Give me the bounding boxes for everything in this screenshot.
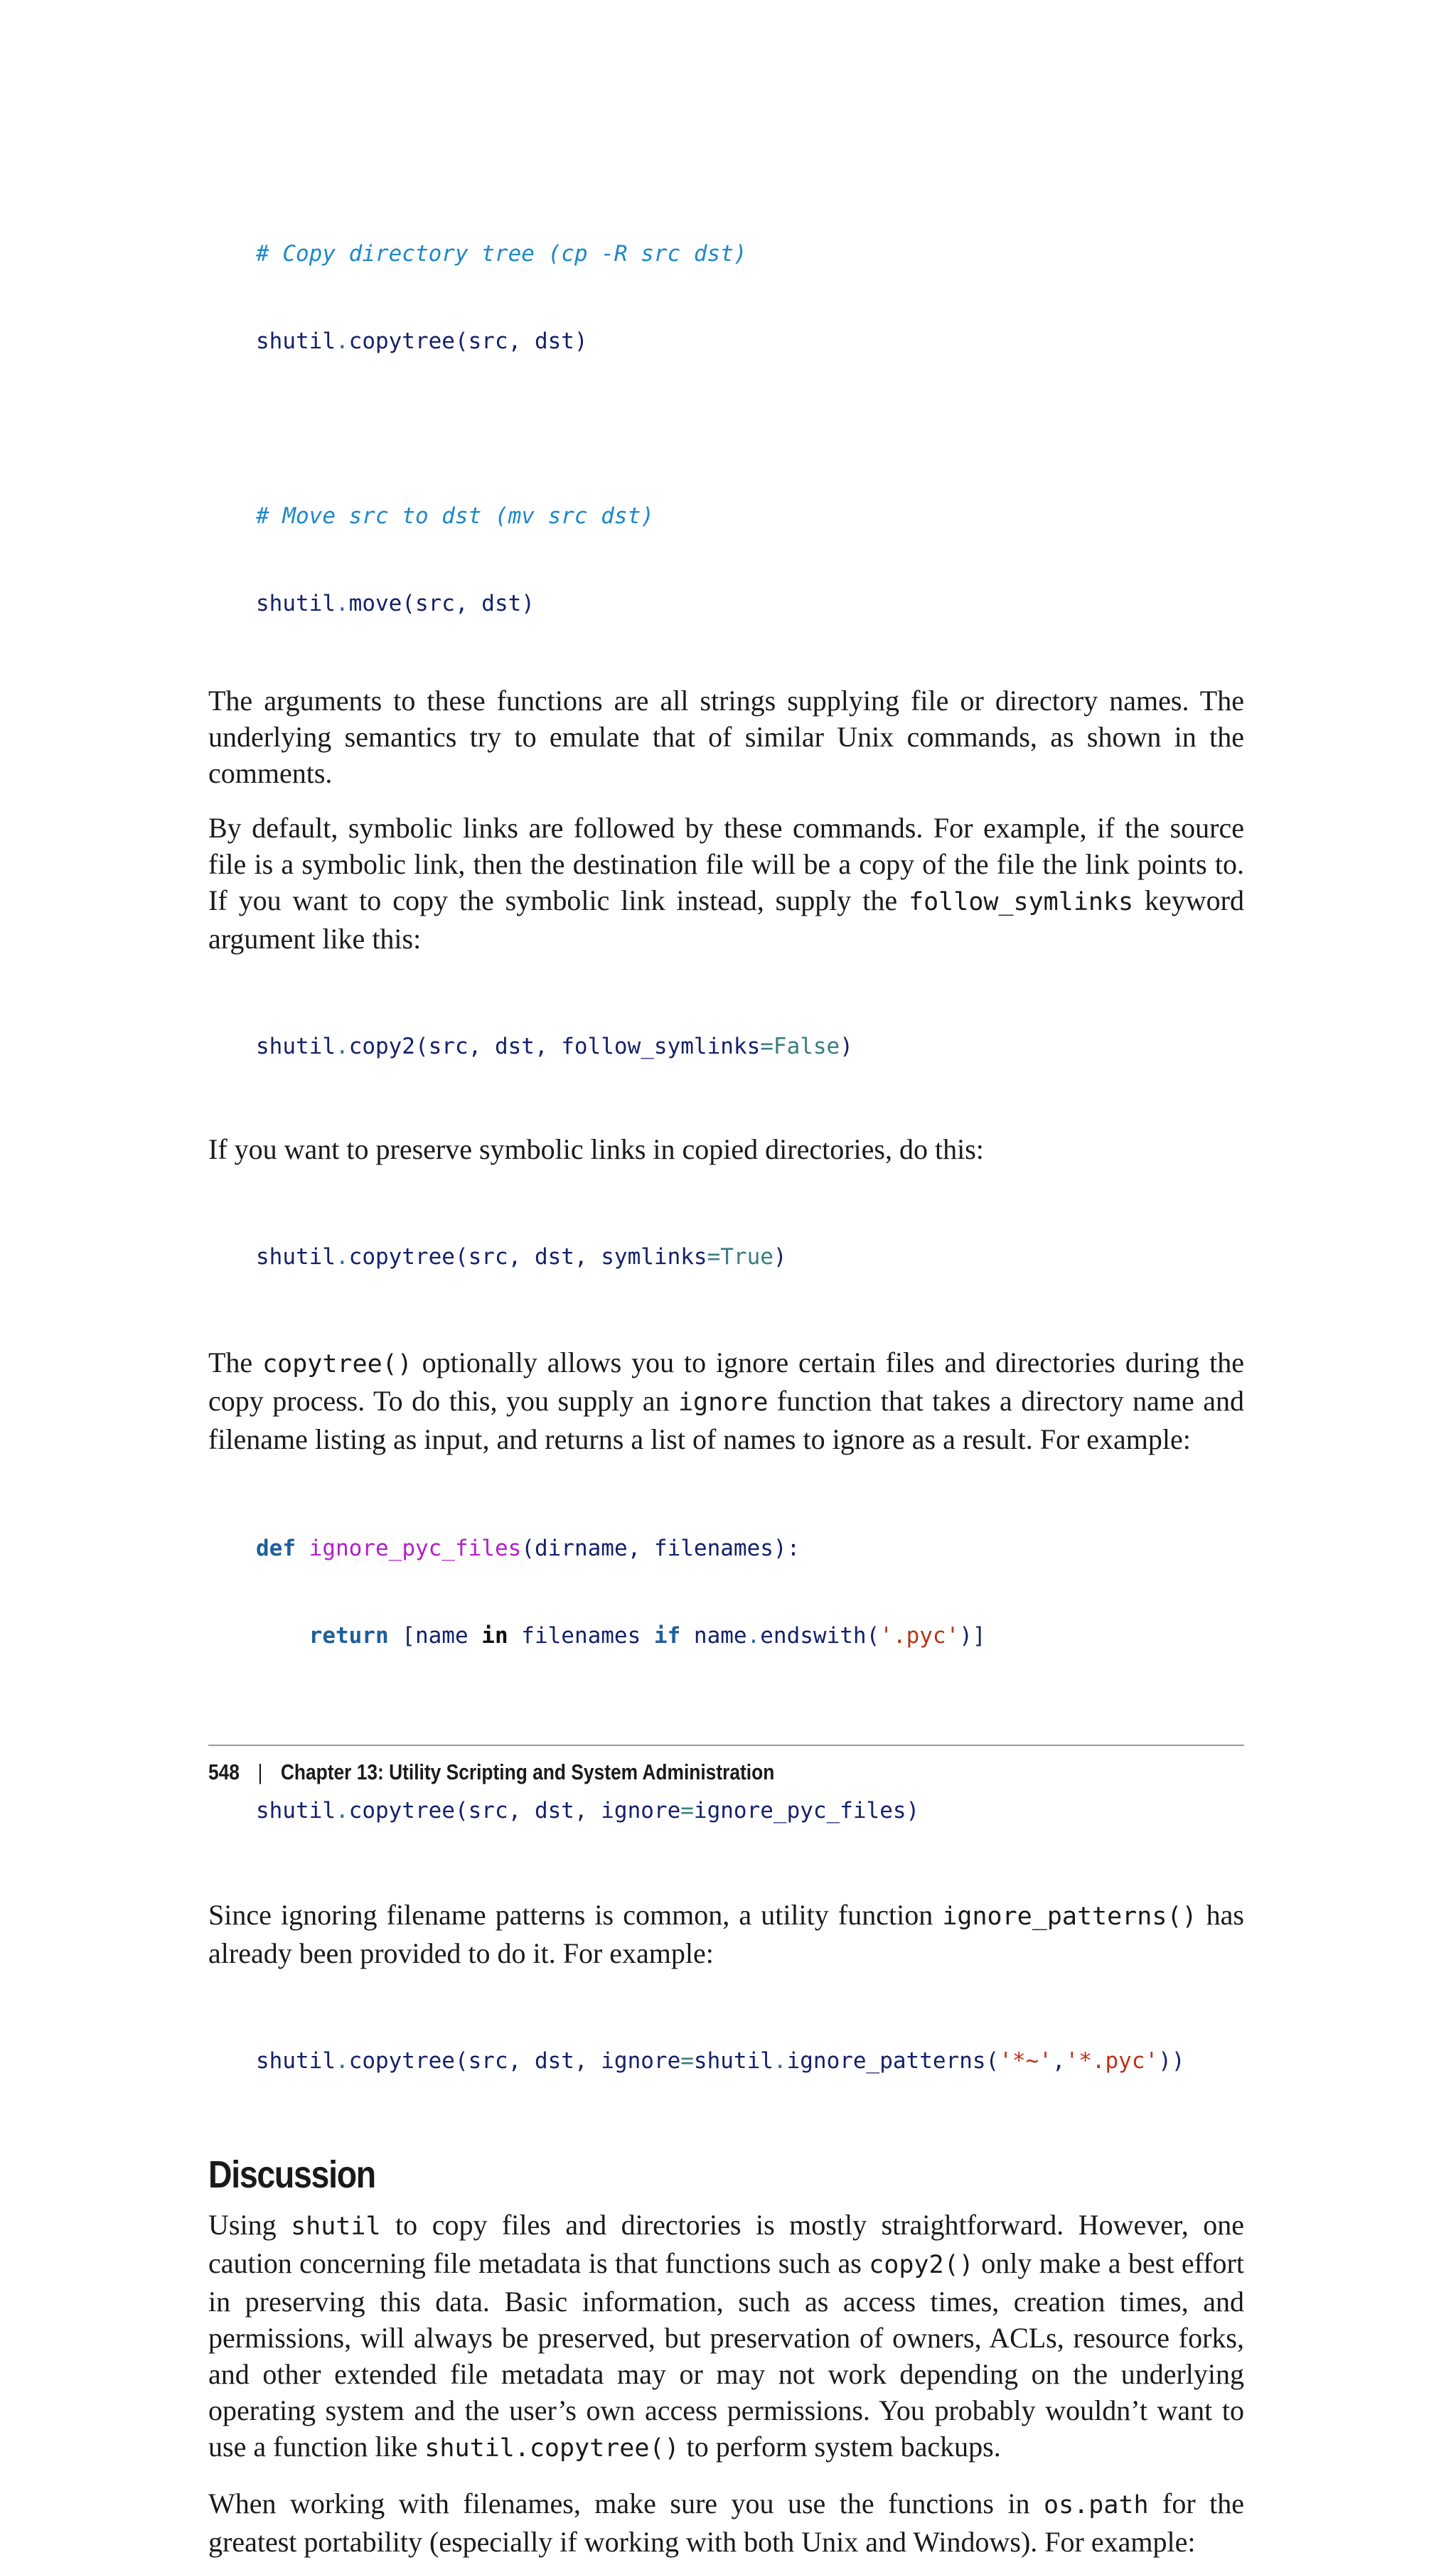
code-comment: # Copy directory tree (cp -R src dst)	[256, 241, 747, 267]
code-token: [name	[388, 1623, 482, 1649]
code-token: shutil	[256, 1244, 336, 1270]
inline-code: os.path	[1044, 2491, 1149, 2519]
text-run: function that takes a directory name and filename listing as input, and returns a list of names to ignore as a result. For example:	[208, 1385, 1244, 1455]
code-token: copytree(src, dst, symlinks	[348, 1244, 707, 1270]
paragraph-discussion	[208, 2207, 1244, 2467]
text-run: When working with filenames, make sure you use the functions in	[208, 2487, 1044, 2519]
code-block-copy-move	[256, 181, 1244, 677]
paragraph-arguments: The arguments to these functions are all strings supplying file or directory names. The underlying semantics try to emulate that of similar Unix commands, as shown in the comments.	[208, 685, 1244, 789]
text-run: only make a best effort in preserving this data. Basic information, such as access times, creation times, and permissions, will always be preserved, but preservation of owners, ACLs, resource forks, and other extended file metadata may or may not work depending on the underlying operating system and the user’s own access permissions. You probably wouldn’t want to use a function like	[208, 2247, 1244, 2463]
inline-code: ignore_patterns()	[942, 1902, 1197, 1931]
text-run: to perform system backups.	[679, 2431, 1001, 2463]
code-token: .	[335, 2048, 349, 2074]
code-token: .	[773, 2048, 787, 2074]
code-token: copy2(src, dst, follow_symlinks	[348, 1034, 761, 1059]
code-token: shutil	[256, 1034, 336, 1059]
code-token: .	[335, 328, 349, 354]
code-token: name	[680, 1623, 747, 1649]
inline-code: copytree()	[262, 1350, 412, 1378]
code-token: =	[760, 1034, 774, 1059]
code-token: .	[335, 1798, 349, 1823]
code-token: filenames	[508, 1623, 654, 1649]
code-token: shutil	[256, 328, 336, 354]
text-run: for the greatest portability (especially if working with both Unix and Windows). For example:	[208, 2487, 1244, 2558]
text-run: Using	[208, 2209, 291, 2241]
code-token: )]	[959, 1623, 986, 1649]
footer-rule	[208, 1745, 1244, 1746]
footer-separator: |	[257, 1760, 263, 1784]
code-function-name: ignore_pyc_files	[309, 1536, 522, 1561]
code-token: =	[680, 2048, 694, 2074]
code-token: .	[335, 1244, 349, 1270]
page-footer	[208, 1760, 774, 1785]
inline-code: shutil.copytree()	[424, 2434, 680, 2463]
inline-code: shutil	[291, 2212, 381, 2241]
code-token: shutil	[256, 2048, 336, 2074]
section-heading: Discussion	[208, 2153, 375, 2196]
code-token: shutil	[256, 591, 336, 616]
page-number: 548	[208, 1760, 240, 1784]
code-token: shutil	[693, 2048, 774, 2074]
paragraph-symlinks	[208, 810, 1244, 957]
code-string: '*~'	[999, 2048, 1052, 2074]
code-token: False	[773, 1034, 840, 1059]
code-token: )	[773, 1244, 787, 1270]
code-keyword: in	[481, 1623, 508, 1649]
paragraph-ignore	[208, 1344, 1244, 1457]
text-run: optionally allows you to ignore certain files and directories during the copy process. To do this, you supply an	[208, 1346, 1245, 1417]
code-token: ))	[1158, 2048, 1185, 2074]
code-token: (dirname, filenames):	[521, 1536, 801, 1561]
code-token: ,	[1051, 2048, 1066, 2074]
code-keyword: if	[653, 1623, 681, 1649]
code-token: =	[680, 1798, 694, 1823]
code-token: move(src, dst)	[348, 591, 535, 616]
text-run: keyword argument like this:	[208, 884, 1244, 955]
code-token: )	[840, 1034, 853, 1059]
code-token: ignore_patterns(	[786, 2048, 1000, 2074]
code-token: ignore_pyc_files)	[693, 1798, 920, 1823]
inline-code: follow_symlinks	[909, 888, 1134, 916]
text-run: to copy files and directories is mostly straightforward. However, one caution concerning file metadata is that functions such as	[208, 2209, 1244, 2279]
text-run: Since ignoring filename patterns is common, a utility function	[208, 1899, 943, 1931]
code-token: True	[720, 1244, 774, 1270]
code-token: copytree(src, dst, ignore	[348, 2048, 681, 2074]
code-string: '*.pyc'	[1065, 2048, 1159, 2074]
code-block-ignore-patterns	[256, 1988, 1244, 2134]
paragraph-preserve-symlinks: If you want to preserve symbolic links in copied directories, do this:	[208, 1133, 984, 1165]
inline-code: ignore	[678, 1388, 769, 1417]
code-keyword: def	[256, 1536, 296, 1561]
code-token: .	[335, 591, 349, 616]
code-token: =	[707, 1244, 721, 1270]
code-token: endswith(	[760, 1623, 880, 1649]
code-token: .	[746, 1623, 761, 1649]
text-run: The	[208, 1346, 263, 1378]
text-run: has already been provided to do it. For example:	[208, 1899, 1244, 1969]
code-token: shutil	[256, 1798, 336, 1823]
code-keyword: return	[309, 1623, 389, 1649]
code-token: copytree(src, dst, ignore	[348, 1798, 681, 1823]
code-block-copytree-symlinks	[256, 1184, 1244, 1330]
paragraph-ignore-patterns	[208, 1897, 1244, 1971]
paragraph-filenames	[208, 2485, 1244, 2560]
code-token: .	[335, 1034, 349, 1059]
chapter-title: Chapter 13: Utility Scripting and System Administration	[280, 1760, 775, 1784]
code-token: copytree(src, dst)	[348, 328, 588, 354]
code-string: '.pyc'	[879, 1623, 960, 1649]
code-block-ignore-function	[256, 1476, 1244, 1884]
code-block-copy2	[256, 974, 1244, 1120]
text-run: By default, symbolic links are followed by these commands. For example, if the source file is a symbolic link, then the destination file will be a copy of the file the link points to. If you want to copy the symbolic link instead, supply the	[208, 812, 1244, 916]
inline-code: copy2()	[869, 2251, 974, 2279]
code-comment: # Move src to dst (mv src dst)	[256, 503, 654, 529]
page-content	[208, 181, 1244, 2560]
